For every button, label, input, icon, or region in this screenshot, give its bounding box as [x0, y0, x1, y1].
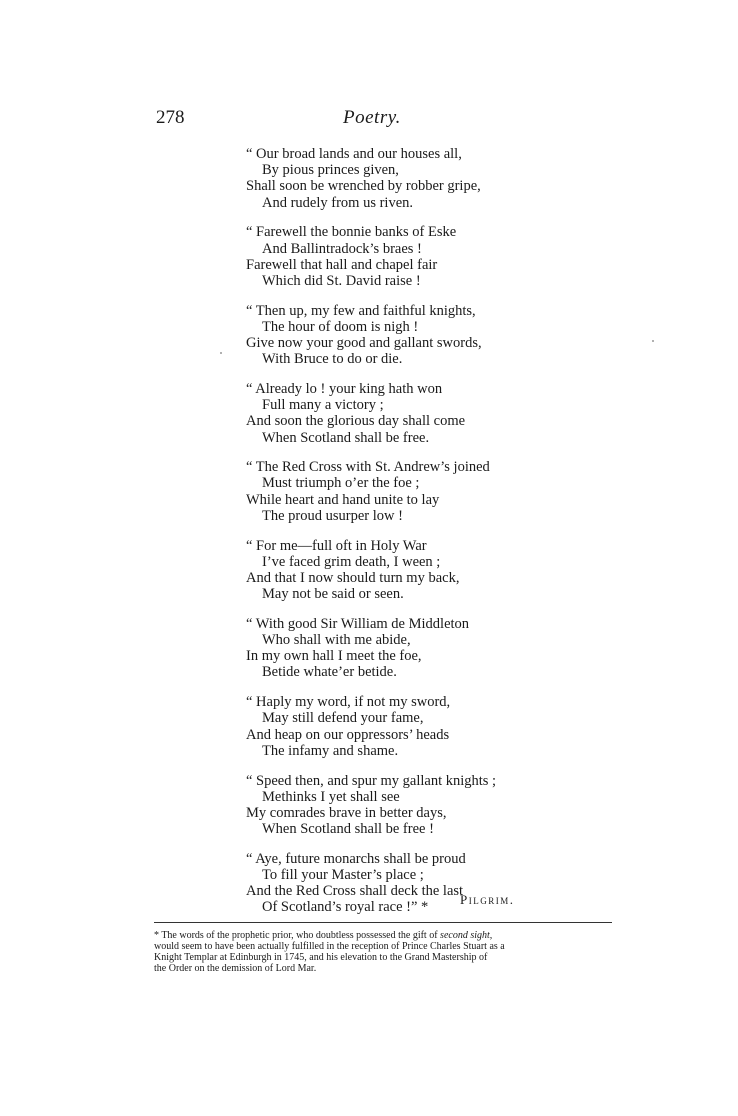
poem-line: The proud usurper low !	[262, 507, 403, 524]
poem-line: By pious princes given,	[262, 162, 399, 179]
poem-line: When Scotland shall be free.	[262, 429, 430, 446]
page-number: 278	[156, 107, 185, 128]
stanza-4	[246, 381, 576, 446]
poem-line: My comrades brave in better days,	[246, 804, 447, 821]
poem-line: The hour of doom is nigh !	[262, 318, 419, 335]
poem-line: And the Red Cross shall deck the last	[246, 883, 464, 900]
poem-line: “ Farewell the bonnie banks of Eske	[246, 224, 457, 241]
footnote-line: the Order on the demission of Lord Mar.	[154, 963, 317, 974]
poem-line: And soon the glorious day shall come	[246, 413, 466, 430]
poem-line: And Ballintradock’s braes !	[262, 240, 422, 257]
poem-line: May still defend your fame,	[262, 710, 424, 727]
poem-line: Betide whate’er betide.	[262, 664, 397, 681]
poem-line: Farewell that hall and chapel fair	[246, 256, 438, 273]
stanza-6	[246, 538, 576, 603]
stanza-8	[246, 694, 576, 759]
footnote-line: would seem to have been actually fulfilled in the reception of Prince Charles Stuart as a	[154, 941, 505, 952]
poem-line: May not be said or seen.	[262, 586, 404, 603]
poem-line: To fill your Master’s place ;	[262, 867, 424, 884]
poem-line: Of Scotland’s royal race !” *	[262, 899, 429, 916]
footnote-rule	[154, 922, 612, 923]
running-title: Poetry.	[343, 107, 401, 128]
poem-line: “ Aye, future monarchs shall be proud	[246, 850, 466, 867]
poem-line: “ Speed then, and spur my gallant knights ;	[246, 772, 497, 789]
poem-line: While heart and hand unite to lay	[246, 491, 440, 508]
poem-line: The infamy and shame.	[262, 742, 399, 759]
poem-line: Give now your good and gallant swords,	[246, 335, 482, 352]
stanza-10	[246, 851, 576, 916]
poem-line: Full many a victory ;	[262, 397, 384, 414]
stanza-2	[246, 224, 576, 289]
poem-line: “ Haply my word, if not my sword,	[246, 694, 451, 711]
poem-line: Which did St. David raise !	[262, 272, 421, 289]
poem-line: And heap on our oppressors’ heads	[246, 726, 450, 743]
footnote-emphasis: second sight,	[440, 930, 493, 941]
poem-line: “ With good Sir William de Middleton	[246, 615, 470, 632]
poem-line: “ The Red Cross with St. Andrew’s joined	[246, 459, 490, 476]
stanza-3	[246, 303, 576, 368]
footnote-text: * The words of the prophetic prior, who doubtless possessed the gift of	[154, 930, 441, 941]
paper-speck	[220, 352, 222, 354]
poem-line: With Bruce to do or die.	[262, 351, 403, 368]
poem-line: Must triumph o’er the foe ;	[262, 475, 420, 492]
poem-line: “ For me—full oft in Holy War	[246, 537, 427, 554]
footnote-line	[154, 930, 612, 941]
poem-line: And that I now should turn my back,	[246, 569, 460, 586]
stanza-1	[246, 146, 576, 211]
paper-speck	[652, 340, 654, 342]
poem-line: “ Already lo ! your king hath won	[246, 380, 443, 397]
poem-line: And rudely from us riven.	[262, 194, 414, 211]
author-signature: Pilgrim.	[460, 892, 515, 907]
stanza-7	[246, 616, 576, 681]
poem-line: I’ve faced grim death, I ween ;	[262, 553, 441, 570]
poem	[246, 146, 576, 929]
poem-line: “ Then up, my few and faithful knights,	[246, 302, 476, 319]
poem-line: Shall soon be wrenched by robber gripe,	[246, 178, 481, 195]
poem-line: In my own hall I meet the foe,	[246, 648, 422, 665]
stanza-5	[246, 459, 576, 524]
poem-line: When Scotland shall be free !	[262, 821, 434, 838]
footnote-line: Knight Templar at Edinburgh in 1745, and his elevation to the Grand Mastership of	[154, 952, 488, 963]
stanza-9	[246, 773, 576, 838]
poem-line: “ Our broad lands and our houses all,	[246, 146, 462, 162]
poem-line: Who shall with me abide,	[262, 632, 411, 649]
poem-line: Methinks I yet shall see	[262, 788, 400, 805]
footnote	[154, 930, 612, 974]
